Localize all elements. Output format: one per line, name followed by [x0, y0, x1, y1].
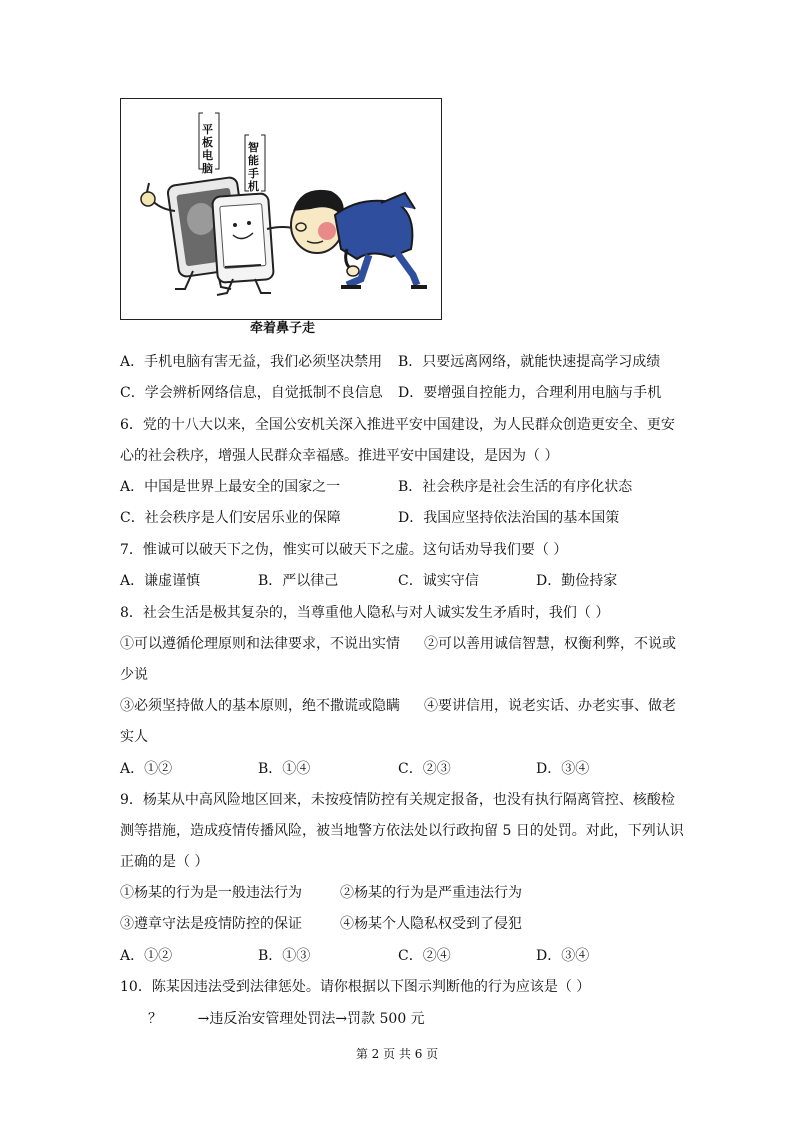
q9-statement-3: ③遵章守法是疫情防控的保证 — [120, 916, 302, 932]
q8-statement-1: ①可以遵循伦理原则和法律要求，不说出实情 — [120, 636, 400, 652]
q8-option-a: A．①② — [120, 761, 173, 777]
tablet-label: 平板电脑 — [202, 123, 213, 175]
boy-character — [291, 190, 427, 287]
q8-statement-3: ③必须坚持做人的基本原则，绝不撒谎或隐瞒 — [120, 698, 400, 714]
q8-statement-2-cont: 少说 — [120, 667, 148, 683]
q8-statement-4-cont: 实人 — [120, 729, 148, 745]
q7-option-b: B．严以律己 — [258, 573, 339, 589]
phone-character — [212, 193, 297, 295]
q9-statement-4: ④杨某个人隐私权受到了侵犯 — [340, 916, 522, 932]
q9-option-b: B．①③ — [258, 948, 311, 964]
cartoon-illustration — [121, 99, 442, 320]
q8-option-b: B．①④ — [258, 761, 311, 777]
q6-option-b: B．社会秩序是社会生活的有序化状态 — [398, 479, 633, 495]
q9-stem-line3: 正确的是（ ） — [120, 854, 209, 870]
q5-option-d: D．要增强自控能力，合理利用电脑与手机 — [398, 385, 662, 401]
cartoon-caption: 牵着鼻子走 — [250, 321, 316, 336]
q5-option-a: A．手机电脑有害无益，我们必须坚决禁用 — [120, 354, 383, 370]
q9-statement-2: ②杨某的行为是严重违法行为 — [340, 885, 522, 901]
q6-option-d: D．我国应坚持依法治国的基本国策 — [398, 510, 620, 526]
page-footer: 第 2 页 共 6 页 — [355, 1047, 439, 1061]
q9-option-d: D．③④ — [536, 948, 590, 964]
q8-statement-4: ④要讲信用，说老实话、办老实事、做老 — [424, 698, 676, 714]
q7-option-d: D．勤俭持家 — [536, 573, 618, 589]
cartoon-figure — [120, 98, 442, 320]
q8-option-d: D．③④ — [536, 761, 590, 777]
q7-stem: 7．惟诚可以破天下之伪，惟实可以破天下之虚。这句话劝导我们要（ ） — [120, 542, 568, 558]
q6-option-c: C．社会秩序是人们安居乐业的保障 — [120, 510, 341, 526]
q8-statement-2: ②可以善用诚信智慧，权衡利弊，不说或 — [424, 636, 676, 652]
q10-stem: 10．陈某因违法受到法律惩处。请你根据以下图示判断他的行为应该是（ ） — [120, 979, 591, 995]
q8-option-c: C．②③ — [398, 761, 451, 777]
q9-option-c: C．②④ — [398, 948, 451, 964]
q6-stem-line2: 心的社会秩序，增强人民群众幸福感。推进平安中国建设，是因为（ ） — [120, 448, 559, 464]
q9-stem-line1: 9．杨某从中高风险地区回来，未按疫情防控有关规定报备，也没有执行隔离管控、核酸检 — [120, 792, 675, 808]
q7-option-c: C．诚实守信 — [398, 573, 479, 589]
q7-option-a: A．谦虚谨慎 — [120, 573, 201, 589]
q6-stem-line1: 6．党的十八大以来，全国公安机关深入推进平安中国建设，为人民群众创造更安全、更安 — [120, 417, 675, 433]
q5-option-c: C．学会辨析网络信息，自觉抵制不良信息 — [120, 385, 383, 401]
q9-option-a: A．①② — [120, 948, 173, 964]
q9-statement-1: ①杨某的行为是一般违法行为 — [120, 885, 302, 901]
q6-option-a: A．中国是世界上最安全的国家之一 — [120, 479, 341, 495]
q5-option-b: B．只要远离网络，就能快速提高学习成绩 — [398, 354, 661, 370]
q10-diagram: ？ →违反治安管理处罚法→罚款 500 元 — [148, 1011, 425, 1027]
phone-label: 智能手机 — [248, 141, 259, 193]
q8-stem: 8．社会生活是极其复杂的，当尊重他人隐私与对人诚实发生矛盾时，我们（ ） — [120, 605, 610, 621]
q9-stem-line2: 测等措施，造成疫情传播风险，被当地警方依法处以行政拘留 5 日的处罚。对此，下列认识 — [120, 823, 684, 839]
